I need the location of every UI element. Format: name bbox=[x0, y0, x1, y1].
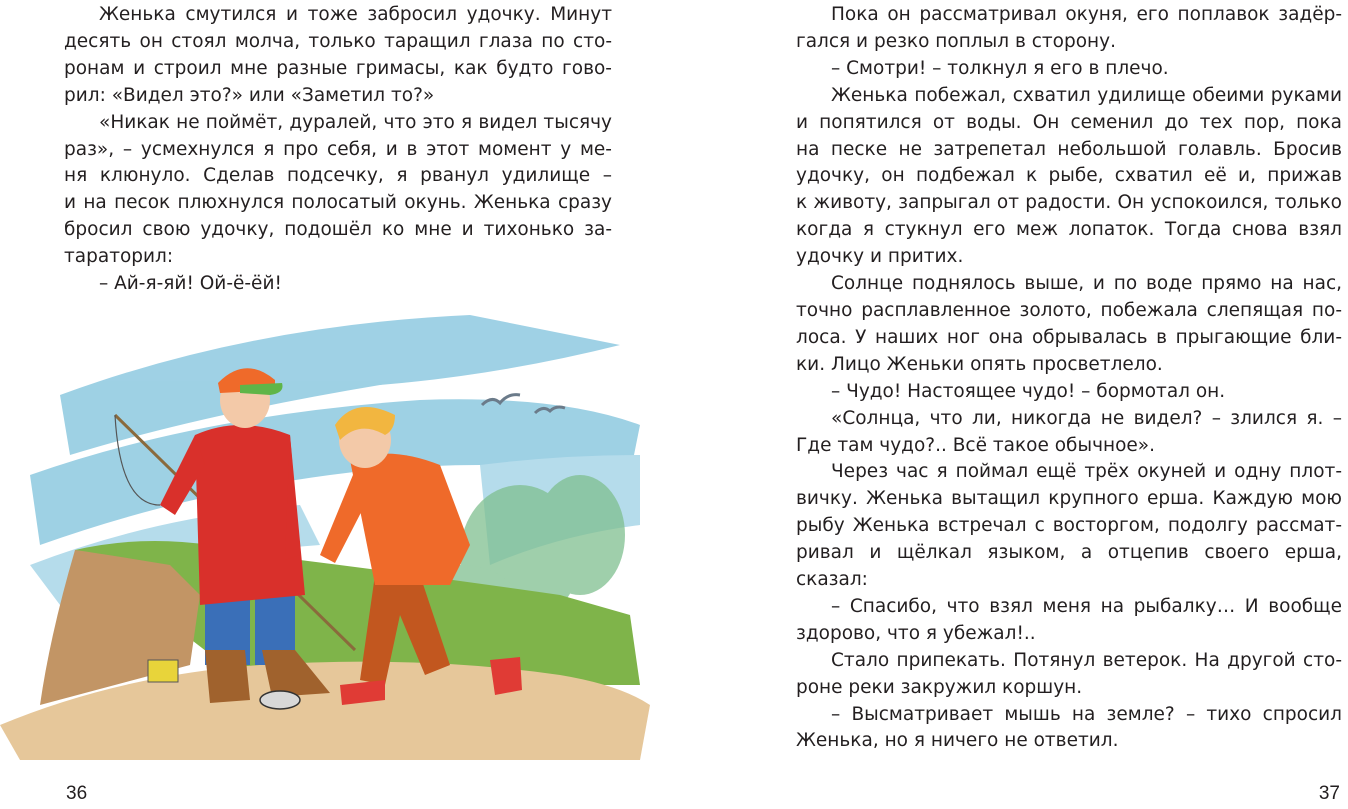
text-line: «Никак не поймёт, дуралей, что это я видел тысячу bbox=[99, 111, 612, 133]
text-line: удочку, он подбежал к рыбе, схватил её и, прижав bbox=[796, 165, 1342, 187]
text-line: когда я стукнул его меж лопаток. Тогда снова взял bbox=[796, 219, 1342, 241]
text-line: – Чудо! Настоящее чудо! – бормотал он. bbox=[831, 380, 1226, 402]
text-line: Женька, но я ничего не ответил. bbox=[796, 730, 1119, 752]
text-line: – Смотри! – толкнул я его в плечо. bbox=[831, 57, 1169, 79]
text-line: вичку. Женька вытащил крупного ерша. Каждую мою bbox=[796, 488, 1342, 510]
text-line: и на песок плюхнулся полосатый окунь. Женька сразу bbox=[64, 192, 612, 214]
text-line: Женька побежал, схватил удилище обеими руками bbox=[831, 84, 1342, 106]
text-line: лоса. У наших ног она обрывалась в прыгающие бли- bbox=[796, 326, 1342, 348]
text-line: ронам и строил мне разные гримасы, как будто гово- bbox=[64, 57, 612, 79]
text-line: гался и резко поплыл в сторону. bbox=[796, 30, 1116, 52]
perch-fish bbox=[260, 691, 300, 709]
text-line: точно расплавленное золото, побежала слепящая по- bbox=[796, 299, 1342, 321]
text-line: – Ай-я-яй! Ой-ё-ёй! bbox=[99, 273, 282, 295]
fishing-boys-illustration bbox=[0, 305, 660, 760]
text-line: на песке не затрепетал небольшой голавль. Бросив bbox=[796, 138, 1342, 160]
text-line: Солнце поднялось выше, и по воде прямо на нас, bbox=[831, 273, 1342, 295]
text-line: рил: «Видел это?» или «Заметил то?» bbox=[64, 84, 435, 106]
page-number: 36 bbox=[66, 783, 88, 804]
text-line: Стало припекать. Потянул ветерок. На другой сто- bbox=[831, 649, 1342, 671]
text-line: Пока он рассматривал окуня, его поплавок задёр- bbox=[831, 4, 1342, 25]
text-line: – Спасибо, что взял меня на рыбалку… И вообще bbox=[831, 595, 1342, 617]
text-line: к животу, запрыгал от радости. Он успокоился, только bbox=[796, 192, 1342, 214]
text-line: – Высматривает мышь на земле? – тихо спросил bbox=[831, 703, 1342, 725]
text-line: раз», – усмехнулся я про себя, и в этот момент у ме- bbox=[64, 138, 612, 160]
right-page bbox=[674, 0, 1348, 809]
text-line: Где там чудо?.. Всё такое обычное». bbox=[796, 434, 1155, 456]
text-line: бросил свою удочку, подошёл ко мне и тихонько за- bbox=[64, 219, 612, 241]
text-line: Женька смутился и тоже забросил удочку. Минут bbox=[99, 4, 612, 25]
page-number: 37 bbox=[1318, 783, 1340, 804]
text-line: ня клюнуло. Сделав подсечку, я рванул удилище – bbox=[64, 165, 612, 187]
text-line: здорово, что я убежал!.. bbox=[796, 622, 1036, 644]
text-line: и попятился от воды. Он семенил до тех пор, пока bbox=[796, 111, 1342, 133]
text-line: тараторил: bbox=[64, 246, 174, 268]
text-line: ки. Лицо Женьки опять просветлело. bbox=[796, 353, 1163, 375]
text-line: рыбу Женька встречал с восторгом, подолгу рассмат- bbox=[796, 515, 1342, 537]
right-page-text bbox=[796, 2, 1342, 755]
left-page-text bbox=[64, 2, 612, 298]
bait-can bbox=[148, 660, 178, 682]
text-line: «Солнца, что ли, никогда не видел? – злился я. – bbox=[831, 407, 1342, 429]
text-line: Через час я поймал ещё трёх окуней и одну плот- bbox=[831, 461, 1342, 483]
text-line: роне реки закружил коршун. bbox=[796, 676, 1083, 698]
text-line: ривал и щёлкал языком, а отцепив своего ерша, bbox=[796, 542, 1342, 564]
text-line: удочку и притих. bbox=[796, 246, 964, 268]
text-line: десять он стоял молча, только таращил глаза по сто- bbox=[64, 30, 612, 52]
text-line: сказал: bbox=[796, 569, 868, 591]
